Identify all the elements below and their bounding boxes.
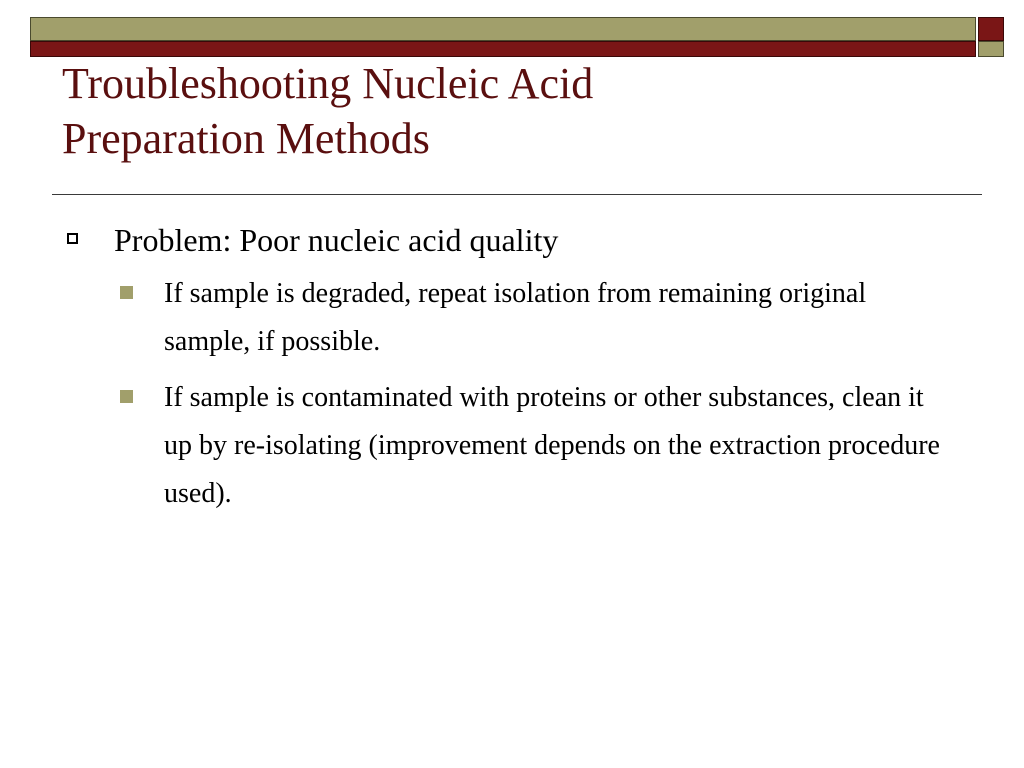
subbullet-degraded [0, 270, 1024, 366]
filled-square-icon [120, 390, 133, 403]
hollow-square-icon [67, 233, 78, 244]
slide-title-line1: Troubleshooting Nucleic Acid [62, 59, 594, 108]
bullet-text: Problem: Poor nucleic acid quality [114, 222, 559, 258]
subbullet-text: If sample is contaminated with proteins or other substances, clean it up by re-isolating (improvement depends on the extraction procedure used). [164, 382, 940, 509]
bullet-problem [0, 218, 1024, 262]
slide-body [0, 218, 1024, 526]
subbullet-text: If sample is degraded, repeat isolation from remaining original sample, if possible. [164, 278, 867, 357]
header-corner-square-olive [978, 41, 1004, 57]
header-maroon-bar [30, 41, 976, 57]
slide-title-line2: Preparation Methods [62, 114, 430, 163]
filled-square-icon [120, 286, 133, 299]
title-divider [52, 194, 982, 195]
slide-title [62, 56, 962, 166]
header-olive-bar [30, 17, 976, 41]
subbullet-contaminated [0, 374, 1024, 518]
header-corner-square-maroon [978, 17, 1004, 41]
